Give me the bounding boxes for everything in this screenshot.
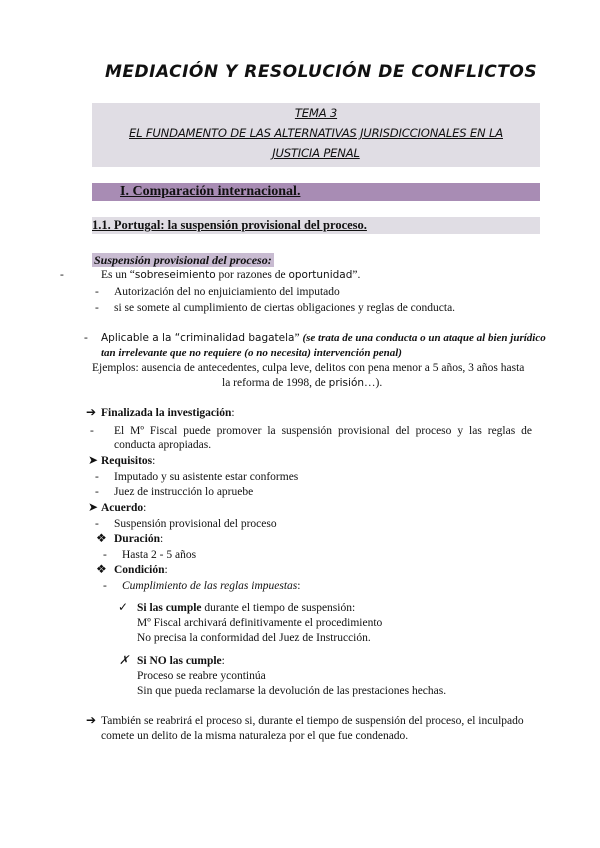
- no-cumple-line: Si NO las cumple:: [137, 655, 225, 667]
- section-1-1-title: 1.1. Portugal: la suspensión provisional del proceso.: [92, 218, 367, 232]
- check-icon: ✓: [118, 600, 129, 614]
- dash-bullet: -: [95, 302, 99, 314]
- examples-line1: Ejemplos: ausencia de antecedentes, culpa leve, delitos con pena menor a 5 años, 3 años hasta: [92, 362, 525, 374]
- section-heading-1: [92, 183, 540, 201]
- dash-bullet: -: [95, 471, 99, 483]
- acuerdo-heading: Acuerdo:: [101, 502, 147, 514]
- no-cumple-item: Proceso se reabre ycontinúa: [137, 670, 266, 682]
- list-item: si se somete al cumplimiento de ciertas obligaciones y reglas de conducta.: [114, 302, 456, 314]
- list-item: Suspensión provisional del proceso: [114, 518, 277, 530]
- dash-bullet: -: [95, 518, 99, 530]
- finalizada-heading: Finalizada la investigación:: [101, 407, 235, 419]
- list-item: Juez de instrucción lo apruebe: [114, 486, 254, 498]
- si-cumple-item: No precisa la conformidad del Juez de Instrucción.: [137, 632, 371, 644]
- list-item: Imputado y su asistente estar conformes: [114, 471, 299, 483]
- section-heading-1-1: [92, 217, 540, 234]
- dash-bullet: -: [103, 580, 107, 592]
- triangle-bullet-icon: ➤: [88, 500, 99, 514]
- diamond-bullet-icon: ❖: [96, 562, 107, 576]
- list-item: Hasta 2 - 5 años: [122, 549, 197, 561]
- dash-bullet: -: [60, 269, 64, 281]
- list-item: Autorización del no enjuiciamiento del imputado: [114, 286, 340, 298]
- dash-bullet: -: [84, 332, 88, 344]
- arrow-right-icon: ➔: [86, 405, 97, 419]
- tema-title-line2: JUSTICIA PENAL: [272, 146, 360, 160]
- cross-icon: ✗: [119, 653, 130, 667]
- tema-number: TEMA 3: [294, 106, 338, 120]
- si-cumple-line: Si las cumple durante el tiempo de suspensión:: [137, 602, 356, 614]
- finalizada-text: El Mº Fiscal puede promover la suspensión provisional del proceso y las reglas de conducta apropiadas.: [114, 425, 532, 451]
- si-cumple-item: Mº Fiscal archivará definitivamente el procedimiento: [137, 617, 383, 629]
- arrow-right-icon: ➔: [86, 713, 97, 727]
- subsection-heading: Suspensión provisional del proceso:: [94, 253, 272, 267]
- requisitos-heading: Requisitos:: [101, 455, 156, 467]
- section-1-number: I.: [120, 184, 129, 199]
- tema-title-line1: EL FUNDAMENTO DE LAS ALTERNATIVAS JURISDICCIONALES EN LA: [129, 126, 503, 140]
- dash-bullet: -: [103, 549, 107, 561]
- condicion-heading: Condición:: [114, 564, 168, 576]
- diamond-bullet-icon: ❖: [96, 531, 107, 545]
- final-line1: También se reabrirá el proceso si, durante el tiempo de suspensión del proceso, el inculpado: [101, 715, 524, 727]
- dash-bullet: -: [90, 425, 94, 437]
- dash-bullet: -: [95, 286, 99, 298]
- dash-bullet: -: [95, 486, 99, 498]
- list-item: Cumplimiento de las reglas impuestas:: [122, 580, 301, 592]
- final-line2: comete un delito de la misma naturaleza por el que fue condenado.: [101, 730, 409, 742]
- paragraph-bagatela-cont: tan irrelevante que no requiere (o no necesita) intervención penal): [101, 347, 402, 359]
- no-cumple-item: Sin que pueda reclamarse la devolución de las prestaciones hechas.: [137, 685, 447, 697]
- triangle-bullet-icon: ➤: [88, 453, 99, 467]
- section-1-title: Comparación internacional.: [128, 184, 301, 199]
- paragraph-sobreseimiento: Es un “sobreseimiento por razones de oportunidad”.: [101, 269, 361, 281]
- duracion-heading: Duración:: [114, 533, 164, 545]
- document-title: MEDIACIÓN Y RESOLUCIÓN DE CONFLICTOS: [105, 62, 538, 82]
- examples-line2: la reforma de 1998, de prisión…).: [222, 377, 383, 389]
- paragraph-bagatela: Aplicable a la “criminalidad bagatela” (se trata de una conducta o un ataque al bien jurídico: [101, 332, 546, 344]
